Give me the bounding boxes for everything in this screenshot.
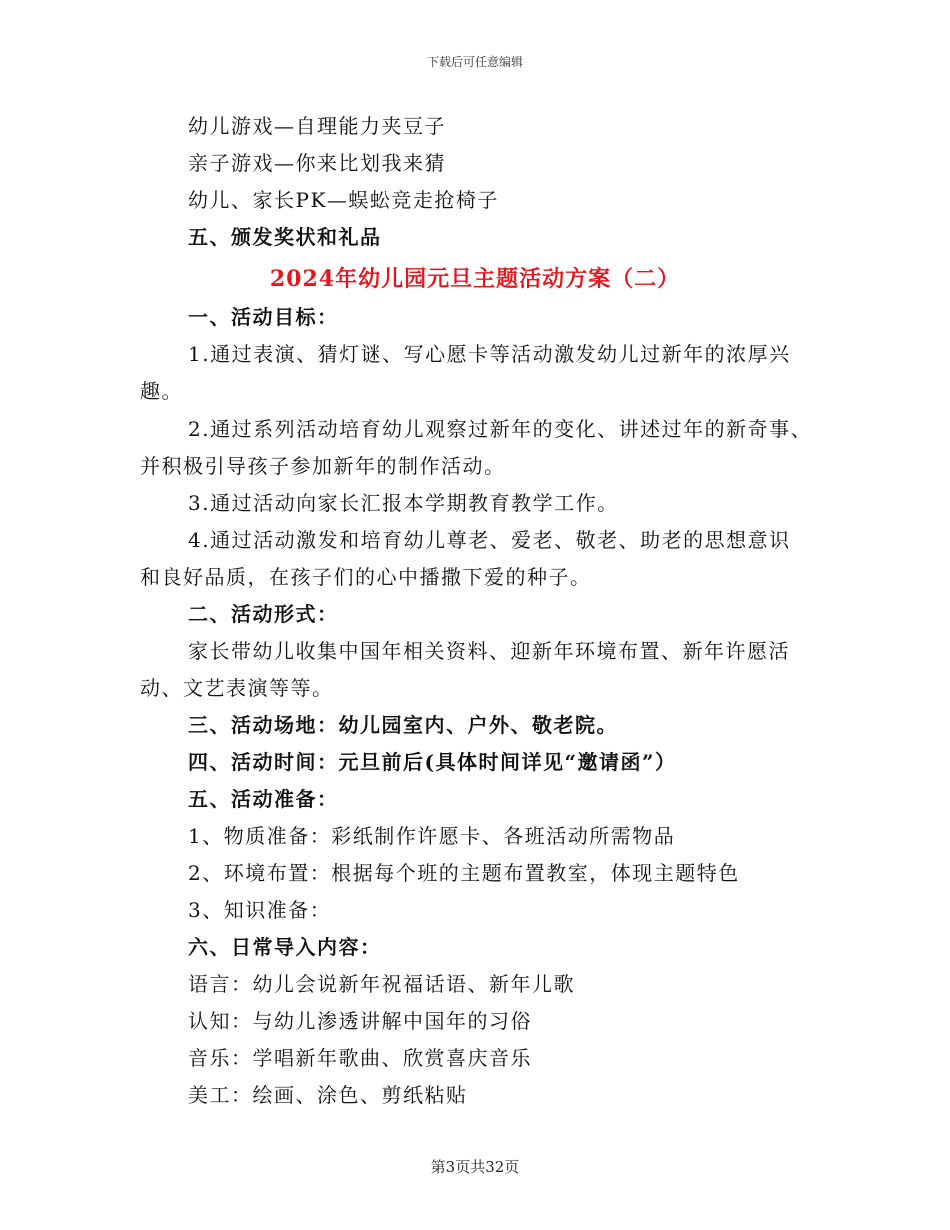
daily-cognition: 认知：与幼儿渗透讲解中国年的习俗	[188, 1009, 532, 1033]
section-heading-form: 二、活动形式：	[188, 602, 339, 626]
page-footer: 第3页共32页	[430, 1158, 520, 1176]
section-heading-daily: 六、日常导入内容：	[188, 935, 382, 959]
intro-line-1: 幼儿游戏—自理能力夹豆子	[188, 114, 446, 138]
goal-1-line-1: 1.通过表演、猜灯谜、写心愿卡等活动激发幼儿过新年的浓厚兴	[188, 342, 791, 366]
goal-4-line-1: 4.通过活动激发和培育幼儿尊老、爱老、敬老、助老的思想意识	[188, 528, 791, 552]
goal-1-line-2: 趣。	[140, 379, 183, 403]
daily-art: 美工：绘画、涂色、剪纸粘贴	[188, 1083, 468, 1107]
goal-4-line-2: 和良好品质，在孩子们的心中播撒下爱的种子。	[140, 565, 592, 589]
goal-2-line-2: 并积极引导孩子参加新年的制作活动。	[140, 454, 506, 478]
section-heading-goals: 一、活动目标：	[188, 305, 339, 329]
goal-3-line-1: 3.通过活动向家长汇报本学期教育教学工作。	[188, 491, 619, 515]
daily-language: 语言：幼儿会说新年祝福话语、新年儿歌	[188, 972, 575, 996]
section-heading-prep: 五、活动准备：	[188, 787, 339, 811]
goal-2-line-1: 2.通过系列活动培育幼儿观察过新年的变化、讲述过年的新奇事、	[188, 417, 813, 441]
intro-line-3: 幼儿、家长PK—蜈蚣竞走抢椅子	[188, 188, 499, 212]
document-title: 2024年幼儿园元旦主题活动方案（二）	[269, 266, 681, 292]
intro-line-2: 亲子游戏—你来比划我来猜	[188, 151, 446, 175]
form-line-1: 家长带幼儿收集中国年相关资料、迎新年环境布置、新年许愿活	[188, 639, 790, 663]
page-header: 下载后可任意编辑	[426, 55, 523, 69]
form-line-2: 动、文艺表演等等。	[140, 676, 334, 700]
daily-music: 音乐：学唱新年歌曲、欣赏喜庆音乐	[188, 1046, 532, 1070]
section-heading-awards: 五、颁发奖状和礼品	[188, 225, 382, 249]
prep-item-1: 1、物质准备：彩纸制作许愿卡、各班活动所需物品	[188, 824, 676, 848]
prep-item-3: 3、知识准备：	[188, 898, 332, 922]
prep-item-2: 2、环境布置：根据每个班的主题布置教室，体现主题特色	[188, 861, 740, 885]
section-heading-time: 四、活动时间：元旦前后(具体时间详见“邀请函”）	[188, 750, 677, 774]
section-heading-venue: 三、活动场地：幼儿园室内、户外、敬老院。	[188, 713, 618, 737]
